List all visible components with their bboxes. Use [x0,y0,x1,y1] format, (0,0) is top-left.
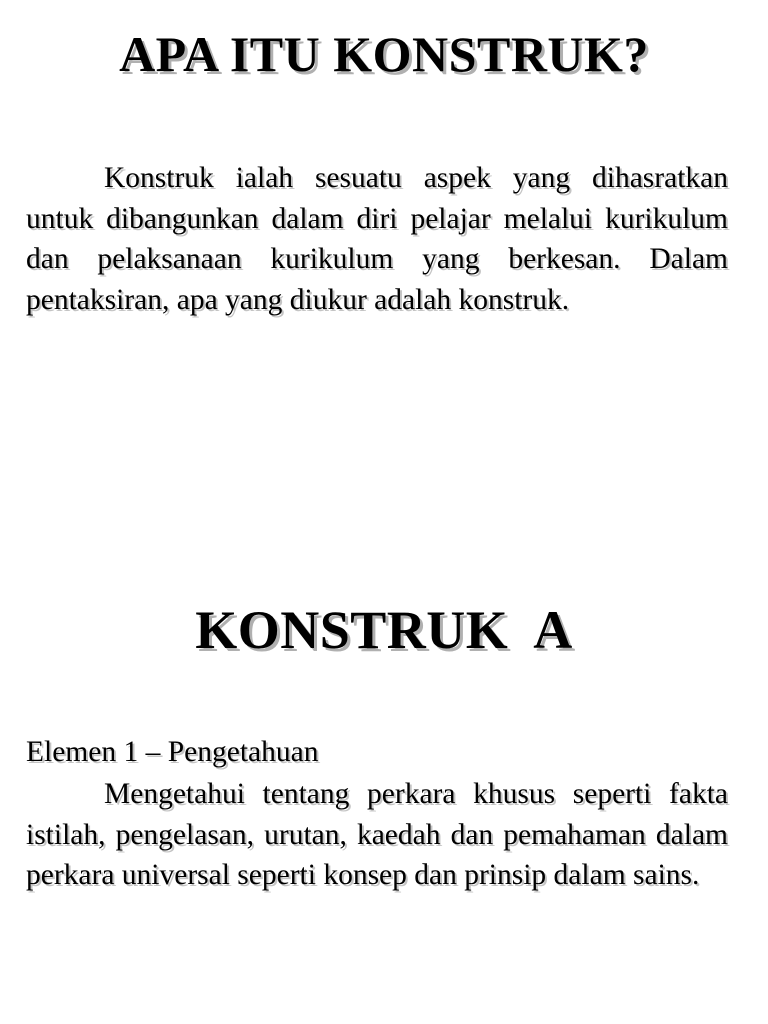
element-description: Mengetahui tentang perkara khusus seperti fakta istilah, pengelasan, urutan, kaedah dan pemahaman dalam perkara universal seperti konsep dan prinsip dalam sains. [26,778,728,891]
slide-construct-a [0,512,768,1024]
definition-paragraph: Konstruk ialah sesuatu aspek yang dihasratkan untuk dibangunkan dalam diri pelajar melalui kurikulum dan pelaksanaan kurikulum yang berkesan. Dalam pentaksiran, apa yang diukur adalah konstruk. [26,162,728,316]
slide-title: KONSTRUK A [195,600,573,660]
slide-title: APA ITU KONSTRUK? [119,26,649,82]
element-label: Elemen 1 – Pengetahuan [26,736,319,768]
